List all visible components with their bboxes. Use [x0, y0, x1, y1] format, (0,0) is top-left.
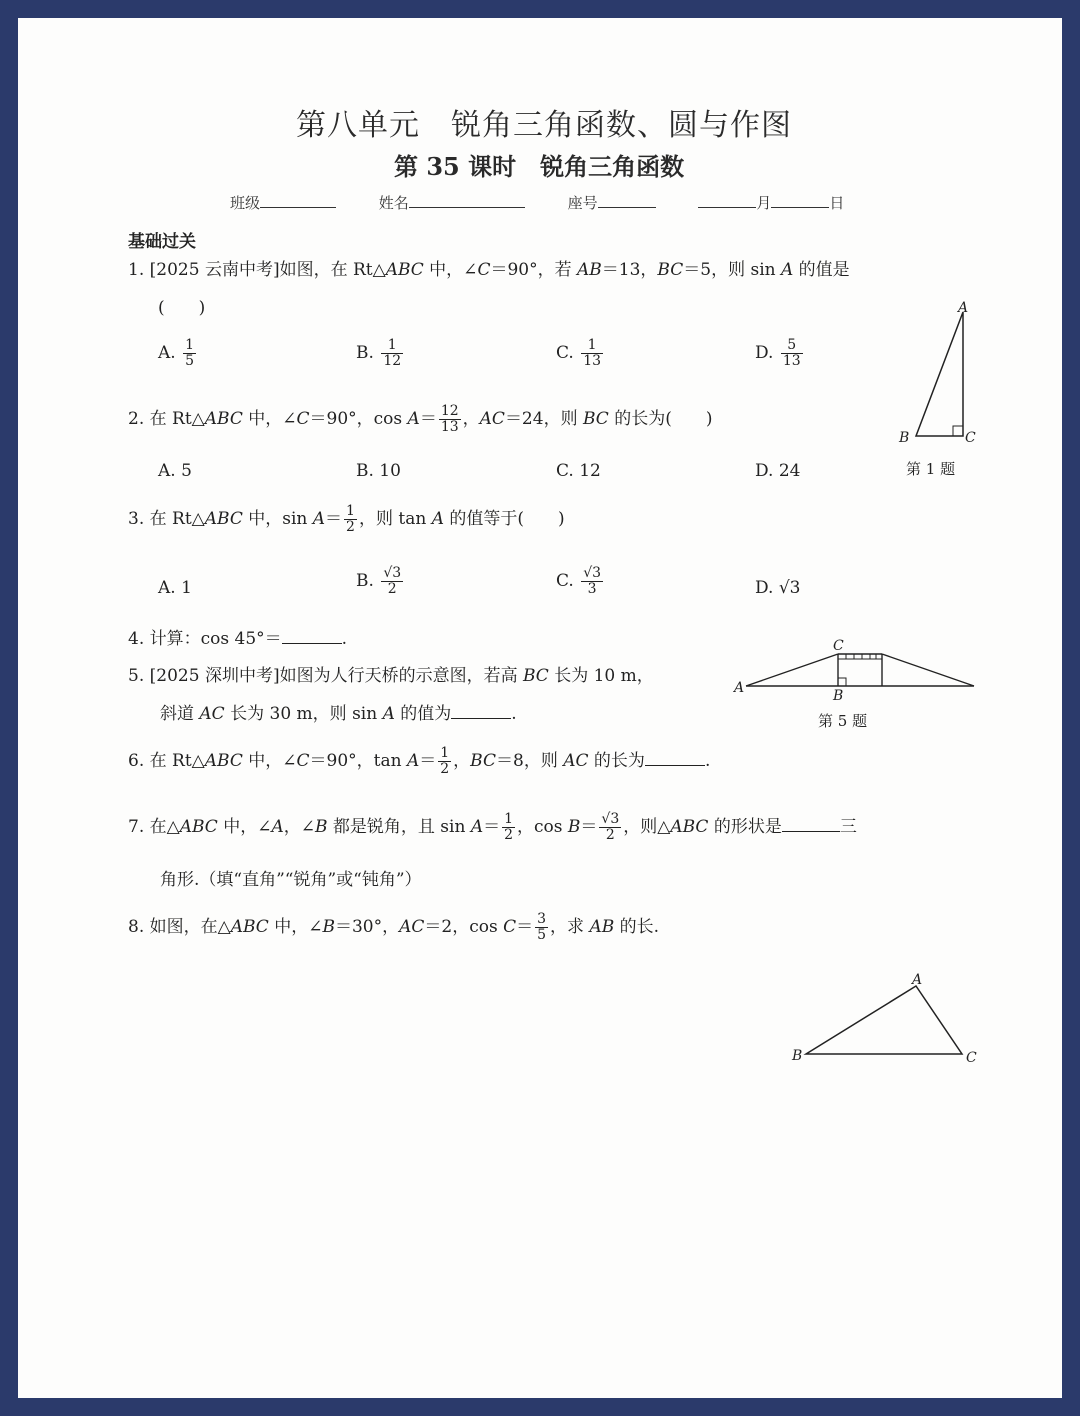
q8-label-a: A [912, 972, 923, 988]
question-7-line2: 角形.（填“直角”“锐角”或“钝角”） [160, 870, 422, 890]
q5-label-b: B [833, 688, 844, 704]
q1-option-a[interactable]: A. $\frac{1}{5}$ [158, 337, 195, 369]
q1-label-b: B [899, 430, 910, 446]
q1-option-d[interactable]: D. $\frac{5}{13}$ [755, 337, 801, 369]
q1-label-a: A [958, 300, 969, 316]
q1-source: [2025 云南中考] [149, 260, 280, 280]
q4-answer-blank[interactable] [282, 629, 342, 644]
q2-option-b[interactable]: B. 10 [356, 461, 401, 481]
month-blank[interactable] [698, 193, 756, 208]
q3-option-c[interactable]: C. $\frac{√3}{3}$ [556, 565, 602, 597]
class-blank[interactable] [260, 193, 336, 208]
q1-option-c[interactable]: C. $\frac{1}{13}$ [556, 337, 602, 369]
q8-triangle [806, 986, 962, 1054]
q5-label-c: C [833, 638, 844, 654]
q1-triangle-figure [890, 296, 990, 456]
month-label: 月 [756, 194, 772, 212]
q8-triangle-figure [786, 968, 986, 1072]
q3-option-b[interactable]: B. $\frac{√3}{2}$ [356, 565, 402, 597]
q1-figure-caption: 第 1 题 [906, 460, 956, 478]
section-heading: 基础过关 [128, 232, 196, 252]
q5-bridge-figure [730, 634, 980, 708]
q2-option-c[interactable]: C. 12 [556, 461, 601, 481]
question-5: 5. [2025 深圳中考]如图为人行天桥的示意图，若高 BC 长为 10 m， [128, 666, 654, 686]
class-label: 班级 [230, 194, 261, 212]
unit-title: 第八单元 锐角三角函数、圆与作图 [296, 108, 792, 143]
q3-option-d[interactable]: D. √3 [755, 578, 801, 598]
q2-option-d[interactable]: D. 24 [755, 461, 801, 481]
seat-label: 座号 [567, 194, 598, 212]
question-5-line2: 斜道 AC 长为 30 m，则 sin A 的值为 . [160, 704, 517, 724]
question-4: 4. 计算：cos 45°＝ . [128, 629, 348, 649]
name-label: 姓名 [378, 194, 409, 212]
q1-answer-paren[interactable]: ( ) [158, 298, 206, 318]
day-blank[interactable] [771, 193, 829, 208]
day-label: 日 [829, 194, 845, 212]
question-3: 3. 在 Rt△ABC 中，sin A＝ $\frac{1}{2}$ ，则 tan A 的值等于( ) [128, 503, 565, 535]
question-2: 2. 在 Rt△ABC 中，∠C＝90°，cos A＝ $\frac{12}{13}$ ，AC＝24，则 BC 的长为( ) [128, 403, 713, 435]
q5-figure-caption: 第 5 题 [818, 712, 868, 730]
q1-triangle [916, 312, 963, 436]
name-blank[interactable] [409, 193, 525, 208]
q7-answer-blank[interactable] [782, 817, 840, 832]
lesson-title: 第 35 课时 锐角三角函数 [394, 152, 685, 181]
q5-source: [2025 深圳中考] [149, 666, 280, 686]
q5-right-angle-mark [838, 678, 846, 686]
q8-label-b: B [792, 1048, 803, 1064]
question-8: 8. 如图，在△ABC 中，∠B＝30°，AC＝2，cos C＝ $\frac{3}{5}$ ，求 AB 的长. [128, 911, 660, 943]
q1-option-b[interactable]: B. $\frac{1}{12}$ [356, 337, 402, 369]
q5-label-a: A [734, 680, 745, 696]
q1-right-angle-mark [953, 426, 963, 436]
question-6: 6. 在 Rt△ABC 中，∠C＝90°，tan A＝ $\frac{1}{2}$ ，BC＝8，则 AC 的长为 . [128, 745, 711, 777]
question-1: 1. [2025 云南中考]如图，在 Rt△ABC 中，∠C＝90°，若 AB＝13，BC＝5，则 sin A 的值是 [128, 260, 850, 280]
student-info-line [230, 192, 844, 213]
q1-label-c: C [965, 430, 976, 446]
q8-label-c: C [966, 1050, 977, 1066]
q3-option-a[interactable]: A. 1 [158, 578, 192, 598]
q5-answer-blank[interactable] [451, 704, 511, 719]
question-7: 7. 在△ABC 中，∠A，∠B 都是锐角，且 sin A＝ $\frac{1}{2}$ ，cos B＝ $\frac{√3}{2}$ ，则△ABC 的形状是 三 [128, 811, 857, 843]
q6-answer-blank[interactable] [645, 751, 705, 766]
seat-blank[interactable] [598, 193, 656, 208]
q2-option-a[interactable]: A. 5 [158, 461, 192, 481]
